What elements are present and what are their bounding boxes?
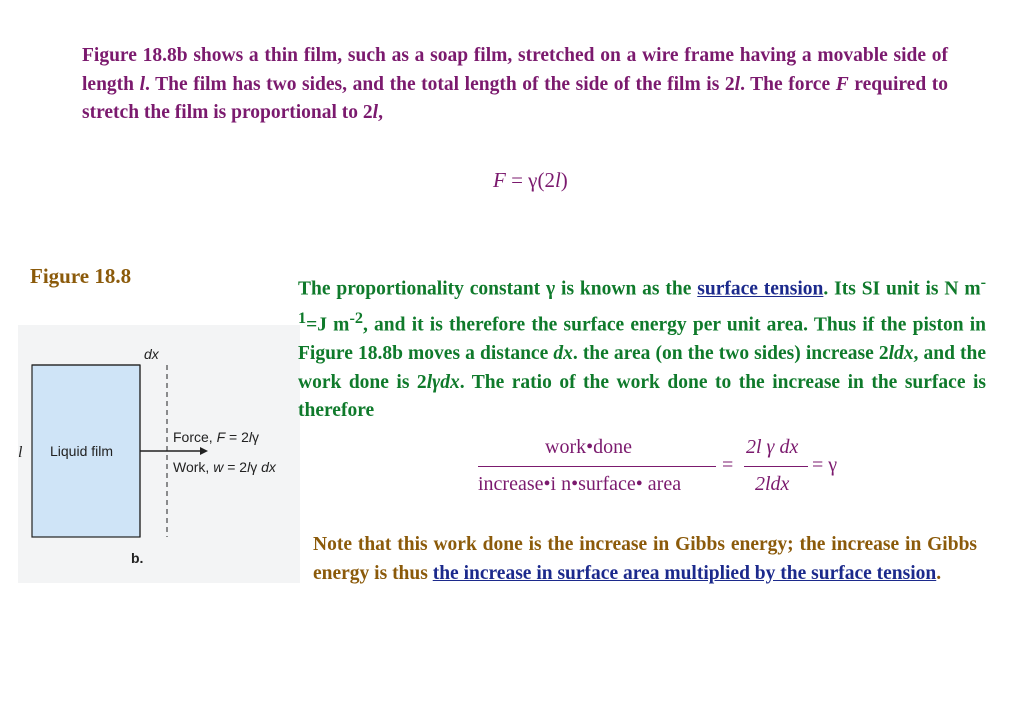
unit-superscript: -2 [349, 309, 363, 327]
green-text-3: =J m [306, 314, 350, 336]
intro-var-l: l [139, 73, 146, 95]
var-dx: dx [553, 343, 573, 364]
note-text-2: . [936, 562, 942, 584]
fraction-denominator-1: increase•i n•surface• area [478, 473, 682, 495]
force-equation [493, 168, 568, 193]
ratio-equation [470, 436, 860, 506]
green-text-7: . The ratio of the work done to the increase in the surface is therefore [298, 371, 986, 421]
intro-text-1: Figure 18.8b shows a thin film, such as a soap film, stretched on a wire frame having a movable side of length [82, 45, 948, 95]
gibbs-note-paragraph [313, 531, 977, 588]
intro-text-2: . The film has two sides, and the total length of the side of the film is 2 [145, 73, 735, 95]
intro-text-5: , [378, 102, 383, 123]
force-label: Force, F = 2lγ [173, 429, 260, 445]
equation-close: ) [560, 168, 568, 192]
fraction-numerator-1: work•done [545, 436, 632, 458]
film-diagram [18, 325, 300, 583]
intro-var-f: F [835, 73, 849, 95]
surface-tension-paragraph [298, 268, 986, 426]
fraction-bar-1 [478, 466, 716, 467]
unit-superscript: -1 [298, 273, 986, 327]
surface-area-link[interactable]: the increase in surface area multiplied by the surface tension [432, 562, 937, 584]
intro-paragraph [82, 42, 948, 128]
fraction-bar-2 [744, 466, 808, 467]
work-label: Work, w = 2lγ dx [173, 459, 276, 475]
green-text-6: , and the work done is 2 [298, 343, 987, 393]
equation-var-l: l [554, 168, 561, 192]
fraction-numerator-2: 2l γ dx [746, 436, 799, 458]
fraction-denominator-2: 2ldx [755, 473, 790, 495]
green-text-1: The proportionality constant γ is known as the [298, 278, 698, 300]
green-text-2: . Its SI unit is N m [823, 278, 981, 300]
equals-sign-1: = [722, 454, 734, 476]
equals-gamma: = γ [812, 454, 838, 476]
var-lgdx: lγdx [426, 371, 460, 393]
note-text-1: Note that this work done is the increase in Gibbs energy; the increase in Gibbs energy is thus [313, 534, 977, 584]
equation-rhs: = γ(2 [505, 168, 555, 192]
figure-label: Figure 18.8 [30, 264, 132, 288]
green-text-4: , and it is therefore the surface energy per unit area. Thus if the piston in Figure 18.8b moves a distance [298, 314, 987, 364]
equation-var-f: F [493, 168, 506, 192]
green-text-5: . the area (on the two sides) increase 2 [572, 343, 889, 364]
surface-tension-link[interactable]: surface tension [697, 278, 824, 300]
intro-text-4: required to stretch the film is proportional to 2 [82, 73, 948, 123]
intro-var-l: l [734, 73, 741, 95]
var-ldx: ldx [888, 343, 914, 364]
panel-label: b. [131, 550, 144, 566]
intro-text-3: . The force [740, 73, 836, 95]
intro-var-l: l [372, 102, 379, 123]
dx-label: dx [144, 346, 159, 362]
liquid-film-label: Liquid film [50, 443, 114, 459]
l-label: l [18, 444, 23, 461]
